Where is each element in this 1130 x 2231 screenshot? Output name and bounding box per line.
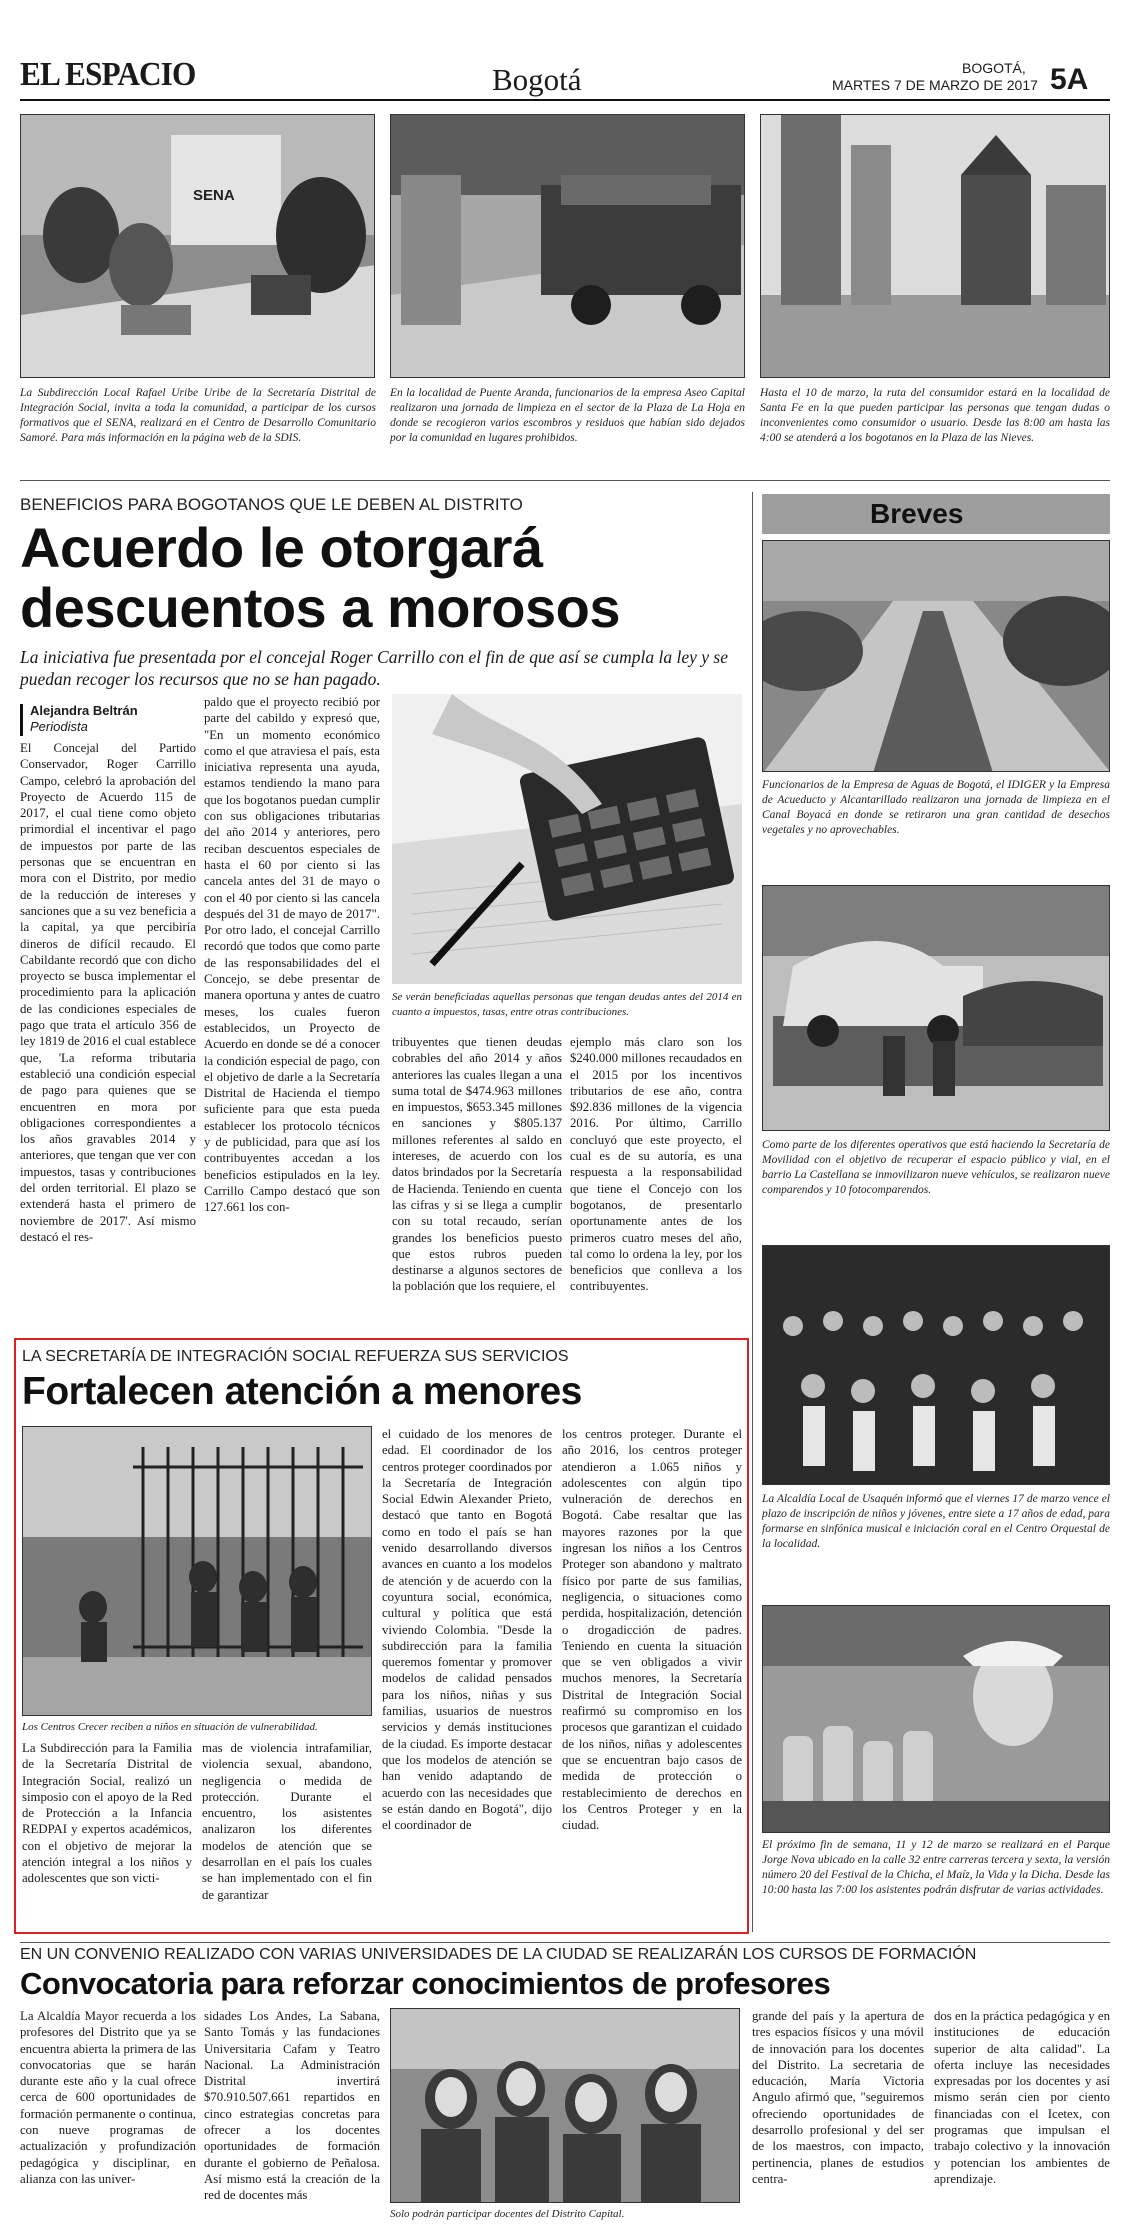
breve-4-caption: El próximo fin de semana, 11 y 12 de marzo se realizará en el Parque Jorge Nova ubicado en la calle 32 entre carreras tercera y sexta, la versión número 20 del Festival de la Chicha, el Maíz, la Vida y la Dicha. Desde las 10:00 hasta las 7:00 los asistentes podrán disfrutar de varias actividades. xyxy=(762,1839,1110,1896)
masthead-city: BOGOTÁ, xyxy=(962,60,1026,76)
article1-byline-role: Periodista xyxy=(30,719,88,734)
article2-headline: Fortalecen atención a menores xyxy=(22,1370,582,1413)
top-divider xyxy=(20,480,1110,481)
breve-1-caption: Funcionarios de la Empresa de Aguas de Bogotá, el IDIGER y la Empresa de Acueducto y Alcantarillado realizaron una jornada de limpieza en el Canal Boyacá en donde se retiraron una gran cantidad de desechos vegetales y no aprovechables. xyxy=(762,779,1110,836)
sena-sign: SENA xyxy=(193,187,235,204)
column-divider xyxy=(752,492,753,1932)
breve-photo-1 xyxy=(762,540,1110,772)
article3-col3: grande del país y la apertura de tres espacios físicos y una móvil de innovación para los docentes del Distrito. La secretaria de educación, María Victoria Angulo afirmó que, "seguiremos ofreciendo oportunidades de desarrollo profesional y del ser de los maestros, con impacto, pertinencia, planes de estudios centra- xyxy=(752,2009,924,2186)
article3-kicker: EN UN CONVENIO REALIZADO CON VARIAS UNIVERSIDADES DE LA CIUDAD SE REALIZARÁN LOS CURSOS DE FORMACIÓN xyxy=(20,1946,977,1963)
breve-2-caption: Como parte de los diferentes operativos que está haciendo la Secretaría de Movilidad con el objetivo de recuperar el espacio público y vial, en el barrio La Castellana se inmovilizaron nueve vehículos, se realizaron nueve comparendos y 10 fotocomparendos. xyxy=(762,1139,1110,1196)
breves-title: Breves xyxy=(870,498,964,529)
article3-photo-caption: Solo podrán participar docentes del Distrito Capital. xyxy=(390,2208,625,2220)
article1-byline-name: Alejandra Beltrán xyxy=(30,703,138,718)
article2-kicker: LA SECRETARÍA DE INTEGRACIÓN SOCIAL REFUERZA SUS SERVICIOS xyxy=(22,1348,569,1365)
top-photo-3 xyxy=(760,114,1110,378)
article3-col4: dos en la práctica pedagógica y en instituciones de educación superior de alta calidad". La oferta incluye las necesidades expresadas por los docentes y así mismo serán cien por ciento financiadas con el Icetex, con programas que impulsan el trabajo colectivo y la innovación y potencian los ambientes de aprendizaje. xyxy=(934,2009,1110,2186)
article3-col1: La Alcaldía Mayor recuerda a los profesores del Distrito que ya se encuentra abierta la primera de las convocatorias que se harán durante este año y la cual ofrece cerca de 600 oportunidades de formación permanente o continua, con nueve programas de actualización y profundización pedagógica y disciplinar, en alianza con las univer- xyxy=(20,2009,196,2186)
top-photo-2 xyxy=(390,114,745,378)
section-title: Bogotá xyxy=(492,62,582,97)
paper-name: EL ESPACIO xyxy=(20,56,196,93)
article1-col2: paldo que el proyecto recibió por parte del cabildo y expresó que, "En un momento económico como el que atraviesa el país, esta iniciativa representa una ayuda, estamos tendiendo la mano para que los bogotanos puedan cumplir con sus obligaciones tributarias del año 2014 y anteriores, pero reciban descuentos especiales de hasta el 60 por ciento si las cancela antes del 31 de mayo o con el 40 por ciento si las cancela después del 31 de mayo de 2017". Por otro lado, el concejal Carrillo recordó que todos que como parte de las responsabilidades del el Concejo, se debe presentar de manera oportuna y antes de cuatro meses, los cuales fueron establecidos, un Proyecto de Acuerdo en donde se dé a conocer la condición especial de pago, con el objetivo de darle a la Secretaría Distrital de Hacienda el tiempo suficiente para que esta pueda establecer los protocolo técnicos y de publicidad, para que así los contribuyentes accedan a los beneficios estipulados en la ley. Carrillo Campo destacó que son 127.661 los con- xyxy=(204,695,380,1215)
article3-col2: sidades Los Andes, La Sabana, Santo Tomás y las fundaciones Universitaria Cafam y Teatro Nacional. La Administración Distrital invertirá $70.910.507.661 repartidos en cinco estrategias concretas para ofrecer a los docentes oportunidades de formación durante el gobierno de Peñalosa. Así mismo está la creación de la red de docentes más xyxy=(204,2009,380,2203)
article2-col1: La Subdirección para la Familia de la Secretaría Distrital de Integración Social, realizó un simposio con el apoyo de la Red de Protección a la Infancia REDPAI y expertos académicos, con el objetivo de mejorar la atención integral a los niños y adolescentes que son victi- xyxy=(22,1741,192,1886)
article1-col3: tribuyentes que tienen deudas cobrables del año 2014 y años anteriores las cuales llegan a una suma total de $474.963 millones en impuestos, $653.345 millones en sanciones y $805.137 millones referentes al saldo en intereses, de acuerdo con los datos brindados por la Secretaría de Hacienda. Teniendo en cuenta las cifras y si se llega a cumplir con su total recaudo, serían grandes los beneficios puesto que estos rubros pueden destinarse a algunos sectores de la población que los requiere, el xyxy=(392,1035,562,1294)
masthead-date: MARTES 7 DE MARZO DE 2017 xyxy=(832,77,1038,93)
page-number: 5A xyxy=(1050,63,1089,96)
article2-col2: mas de violencia intrafamiliar, violencia sexual, abandono, negligencia o medida de protección. Durante el encuentro, los asistentes analizaron los diferentes modelos de atención que se desarrollan en el país los cuales se han implementado con el fin de garantizar xyxy=(202,1741,372,1902)
article1-deck: La iniciativa fue presentada por el concejal Roger Carrillo con el fin de que así se cumpla la ley y se puedan recoger los recursos que no se han pagado. xyxy=(20,647,728,689)
breve-photo-3 xyxy=(762,1245,1110,1485)
byline-bar xyxy=(20,704,23,736)
article2-col3: el cuidado de los menores de edad. El coordinador de los centros proteger coordinados por la Secretaría de Integración Social Edwin Alexander Prieto, destacó que tanto en Bogotá como en todo el país se han venido desarrollando diversos avances en cuanto a los modelos de atención y de acuerdo con la coyuntura social, económica, cultural y política que está viviendo Colombia. "Desde la subdirección para la familia queremos fomentar y promover modelos de calidad pensados para los niños, niñas y sus familias, usuarios de nuestros servicios y demás instituciones de la ciudad. Es importe destacar que los modelos de atención se han venido adaptando de acuerdo con las necesidades que se están dando en Bogotá", dijo el coordinador de xyxy=(382,1427,552,1833)
article3-photo xyxy=(390,2008,740,2203)
top-photo-1 xyxy=(20,114,375,378)
top-photo-3-caption: Hasta el 10 de marzo, la ruta del consumidor estará en la localidad de Santa Fe en la que pueden participar las personas que tengan dudas o inconvenientes como consumidor o usuario. Desde las 8:00 am hasta las 4:00 se atenderá a los bogotanos en la Plaza de las Nieves. xyxy=(760,387,1110,444)
top-photo-1-caption: La Subdirección Local Rafael Uribe Uribe de la Secretaría Distrital de Integración Social, invita a toda la comunidad, a participar de los cursos formativos que el SENA, realizará en el Centro de Desarrollo Comunitario Samoré. Para más información en la página web de la SDIS. xyxy=(20,387,376,444)
article1-col4: ejemplo más claro son los $240.000 millones recaudados en el 2015 por los incentivos tributarios de ese año, contra $92.836 millones de la vigencia 2016. Por último, Carrillo concluyó que este proyecto, el cual es de su autoría, es una respuesta a la responsabilidad que tiene el Concejo con los bogotanos, de presentarlo oportunamente antes de los primeros cuatro meses del año, tal como lo ordena la ley, por los beneficios que conlleva a los contribuyentes. xyxy=(570,1035,742,1294)
article1-headline-line2: descuentos a morosos xyxy=(20,576,620,639)
article1-kicker: BENEFICIOS PARA BOGOTANOS QUE LE DEBEN AL DISTRITO xyxy=(20,495,523,514)
article2-photo-caption: Los Centros Crecer reciben a niños en situación de vulnerabilidad. xyxy=(22,1721,318,1733)
article2-col4: los centros proteger. Durante el año 2016, los centros proteger atendieron a 1.065 niños y adolescentes con algún tipo vulneración de derechos en Bogotá. Cabe resaltar que las mayores razones por la que ingresan los niños a los Centros Proteger son abandono y maltrato físico por parte de sus familias, negligencia, o situaciones como perdida, hospitalización, detención o drogadicción de padres. Teniendo en cuenta la situación que se ven obligados a vivir muchos menores, la Secretaría Distrital de Integración Social reafirmó su compromiso en los procesos que garantizan el cuidado de los niños, niñas y adolescentes que se encuentran bajo casos de medida de protección o restablecimiento de derechos en los Centros Proteger y en la ciudad. xyxy=(562,1427,742,1833)
article3-headline: Convocatoria para reforzar conocimientos de profesores xyxy=(20,1966,831,2001)
article1-headline-line1: Acuerdo le otorgará xyxy=(20,516,543,579)
article1-col1: El Concejal del Partido Conservador, Roger Carrillo Campo, celebró la aprobación del Proyecto de Acuerdo 115 de 2017, el cual tiene como objeto primordial el incentivar el pago de impuestos por parte de las personas que se encuentran en mora con el Distrito, por medio de la reducción de intereses y sanciones que a su vez beneficia a la capital, ya que percibiría dineros de difícil recaudo. El Cabildante recordó que con dicho proyecto se busca implementar el procedimiento para la aplicación de las condiciones especiales de pago que trata el artículo 356 de ley 1819 de 2016 el cual establece que, 'La reforma tributaria estableció una condición especial de pago para quienes que se encuentren en mora por obligaciones correspondientes a los años gravables 2014 y anteriores, que tengan que ver con impuestos, tasas y contribuciones del orden territorial. El plazo se extenderá hasta el primero de noviembre de 2017'. Así mismo destacó el res- xyxy=(20,741,196,1244)
top-photo-2-caption: En la localidad de Puente Aranda, funcionarios de la empresa Aseo Capital realizaron una jornada de limpieza en el sector de la Plaza de La Hoja en donde se recogieron varios escombros y residuos que habían sido dejados por la comunidad en lugares prohibidos. xyxy=(390,387,745,444)
masthead-rule xyxy=(20,99,1110,101)
article1-photo xyxy=(392,694,742,984)
article3-divider xyxy=(20,1942,1110,1943)
article2-photo xyxy=(22,1426,372,1716)
breve-3-caption: La Alcaldía Local de Usaquén informó que el viernes 17 de marzo vence el plazo de inscripción de niños y jóvenes, entre siete a 17 años de edad, para formarse en sinfónica musical e iniciación coral en el Centro Orquestal de la localidad. xyxy=(762,1493,1110,1550)
article1-photo-caption: Se verán beneficiadas aquellas personas que tengan deudas antes del 2014 en cuanto a impuestos, tasas, entre otras contribuciones. xyxy=(392,991,742,1018)
breve-photo-2 xyxy=(762,885,1110,1131)
breve-photo-4 xyxy=(762,1605,1110,1833)
